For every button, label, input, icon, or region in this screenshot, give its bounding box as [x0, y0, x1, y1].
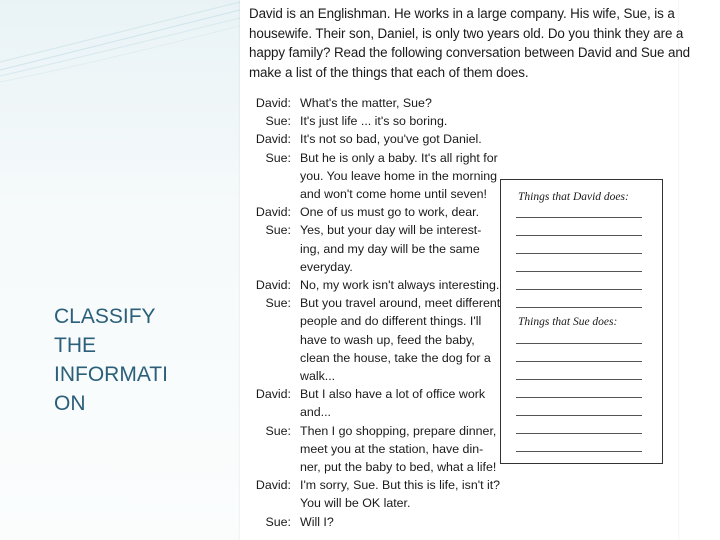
dialogue-line	[240, 367, 500, 385]
dialogue-line	[240, 276, 500, 294]
david-list-heading: Things that David does:	[518, 191, 629, 203]
dialogue-speaker: Sue:	[265, 423, 291, 438]
answer-line	[516, 235, 642, 236]
answer-line	[516, 343, 642, 344]
slide-title-line: THE	[54, 334, 96, 357]
dialogue-line	[240, 258, 500, 276]
dialogue-text: No, my work isn't always interesting.	[300, 278, 500, 292]
dialogue-speaker: Sue:	[265, 114, 291, 129]
answer-line	[516, 379, 642, 380]
dialogue-speaker: Sue:	[265, 514, 291, 529]
intro-paragraph	[249, 4, 691, 82]
dialogue-text: What's the matter, Sue?	[300, 96, 432, 110]
dialogue-text: and...	[300, 405, 332, 420]
dialogue-text: you. You leave home in the morning	[300, 168, 498, 183]
dialogue-speaker: David:	[255, 387, 291, 402]
dialogue-line	[240, 385, 500, 403]
dialogue-text: But you travel around, meet different	[300, 296, 501, 311]
dialogue-text: Will I?	[300, 514, 334, 529]
answer-line	[516, 253, 642, 254]
dialogue-line	[240, 476, 500, 494]
answer-line	[516, 451, 642, 452]
dialogue-text: It's just life ... it's so boring.	[300, 114, 448, 129]
dialogue-line	[240, 403, 500, 421]
dialogue-speaker: Sue:	[265, 150, 291, 165]
dialogue-line	[240, 422, 500, 440]
dialogue-line	[240, 294, 500, 312]
dialogue-line	[240, 440, 500, 458]
dialogue-text: It's not so bad, you've got Daniel.	[300, 132, 482, 147]
dialogue-text: Yes, but your day will be interest-	[300, 223, 482, 238]
answer-line	[516, 415, 642, 416]
dialogue-speaker: David:	[255, 478, 291, 493]
intro-line: David is an Englishman. He works in a large company. His wife, Sue, is a	[249, 6, 675, 21]
dialogue-line	[240, 312, 500, 330]
dialogue-text: ner, put the baby to bed, what a life!	[300, 460, 497, 474]
dialogue-line	[240, 149, 500, 167]
intro-line: make a list of the things that each of them does.	[249, 64, 529, 80]
dialogue-speaker: David:	[255, 132, 291, 147]
slide-decoration	[0, 0, 240, 90]
dialogue-text: Then I go shopping, prepare dinner,	[300, 423, 497, 438]
dialogue-line	[240, 167, 500, 185]
dialogue-text: ing, and my day will be the same	[300, 241, 480, 256]
dialogue-line	[240, 458, 500, 476]
dialogue-speaker: David:	[255, 278, 291, 292]
answer-line	[516, 271, 642, 272]
dialogue-text: One of us must go to work, dear.	[300, 205, 480, 220]
answer-line	[516, 361, 642, 362]
dialogue-text: and won't come home until seven!	[300, 187, 487, 201]
dialogue-line	[240, 240, 500, 258]
dialogue-text: have to wash up, feed the baby,	[300, 332, 475, 347]
dialogue-line	[240, 130, 500, 148]
dialogue-line	[240, 221, 500, 239]
dialogue-line	[240, 494, 500, 512]
dialogue-speaker: David:	[255, 96, 291, 110]
dialogue-text: people and do different things. I'll	[300, 314, 482, 329]
dialogue-text: clean the house, take the dog for a	[300, 350, 491, 365]
dialogue-text: I'm sorry, Sue. But this is life, isn't it?	[300, 478, 501, 493]
dialogue-line	[240, 203, 500, 221]
sue-list-heading: Things that Sue does:	[518, 316, 618, 328]
slide-title-line: ON	[54, 392, 86, 415]
lists-box	[500, 179, 663, 464]
intro-line: happy family? Read the following conversation between David and Sue and	[249, 45, 691, 60]
dialogue-line	[240, 513, 500, 531]
slide-title	[54, 302, 234, 418]
answer-line	[516, 217, 642, 218]
slide-title-line: INFORMATI	[54, 363, 168, 386]
dialogue-text: But I also have a lot of office work	[300, 387, 486, 402]
answer-line	[516, 433, 642, 434]
dialogue-text: meet you at the station, have din-	[300, 441, 484, 456]
answer-line	[516, 307, 642, 308]
slide-title-line: CLASSIFY	[54, 305, 156, 328]
dialogue-text: walk...	[300, 369, 336, 383]
dialogue-line	[240, 112, 500, 130]
dialogue-text: You will be OK later.	[300, 496, 411, 511]
intro-line: housewife. Their son, Daniel, is only two years old. Do you think they are a	[249, 25, 684, 41]
dialogue-line	[240, 185, 500, 203]
dialogue-speaker: David:	[255, 205, 291, 220]
answer-line	[516, 397, 642, 398]
answer-line	[516, 289, 642, 290]
dialogue-line	[240, 331, 500, 349]
dialogue-line	[240, 94, 500, 112]
dialogue-line	[240, 349, 500, 367]
dialogue-speaker: Sue:	[265, 296, 291, 311]
dialogue-text: everyday.	[300, 259, 353, 274]
dialogue-speaker: Sue:	[265, 223, 291, 238]
dialogue-text: But he is only a baby. It's all right for	[300, 150, 498, 165]
